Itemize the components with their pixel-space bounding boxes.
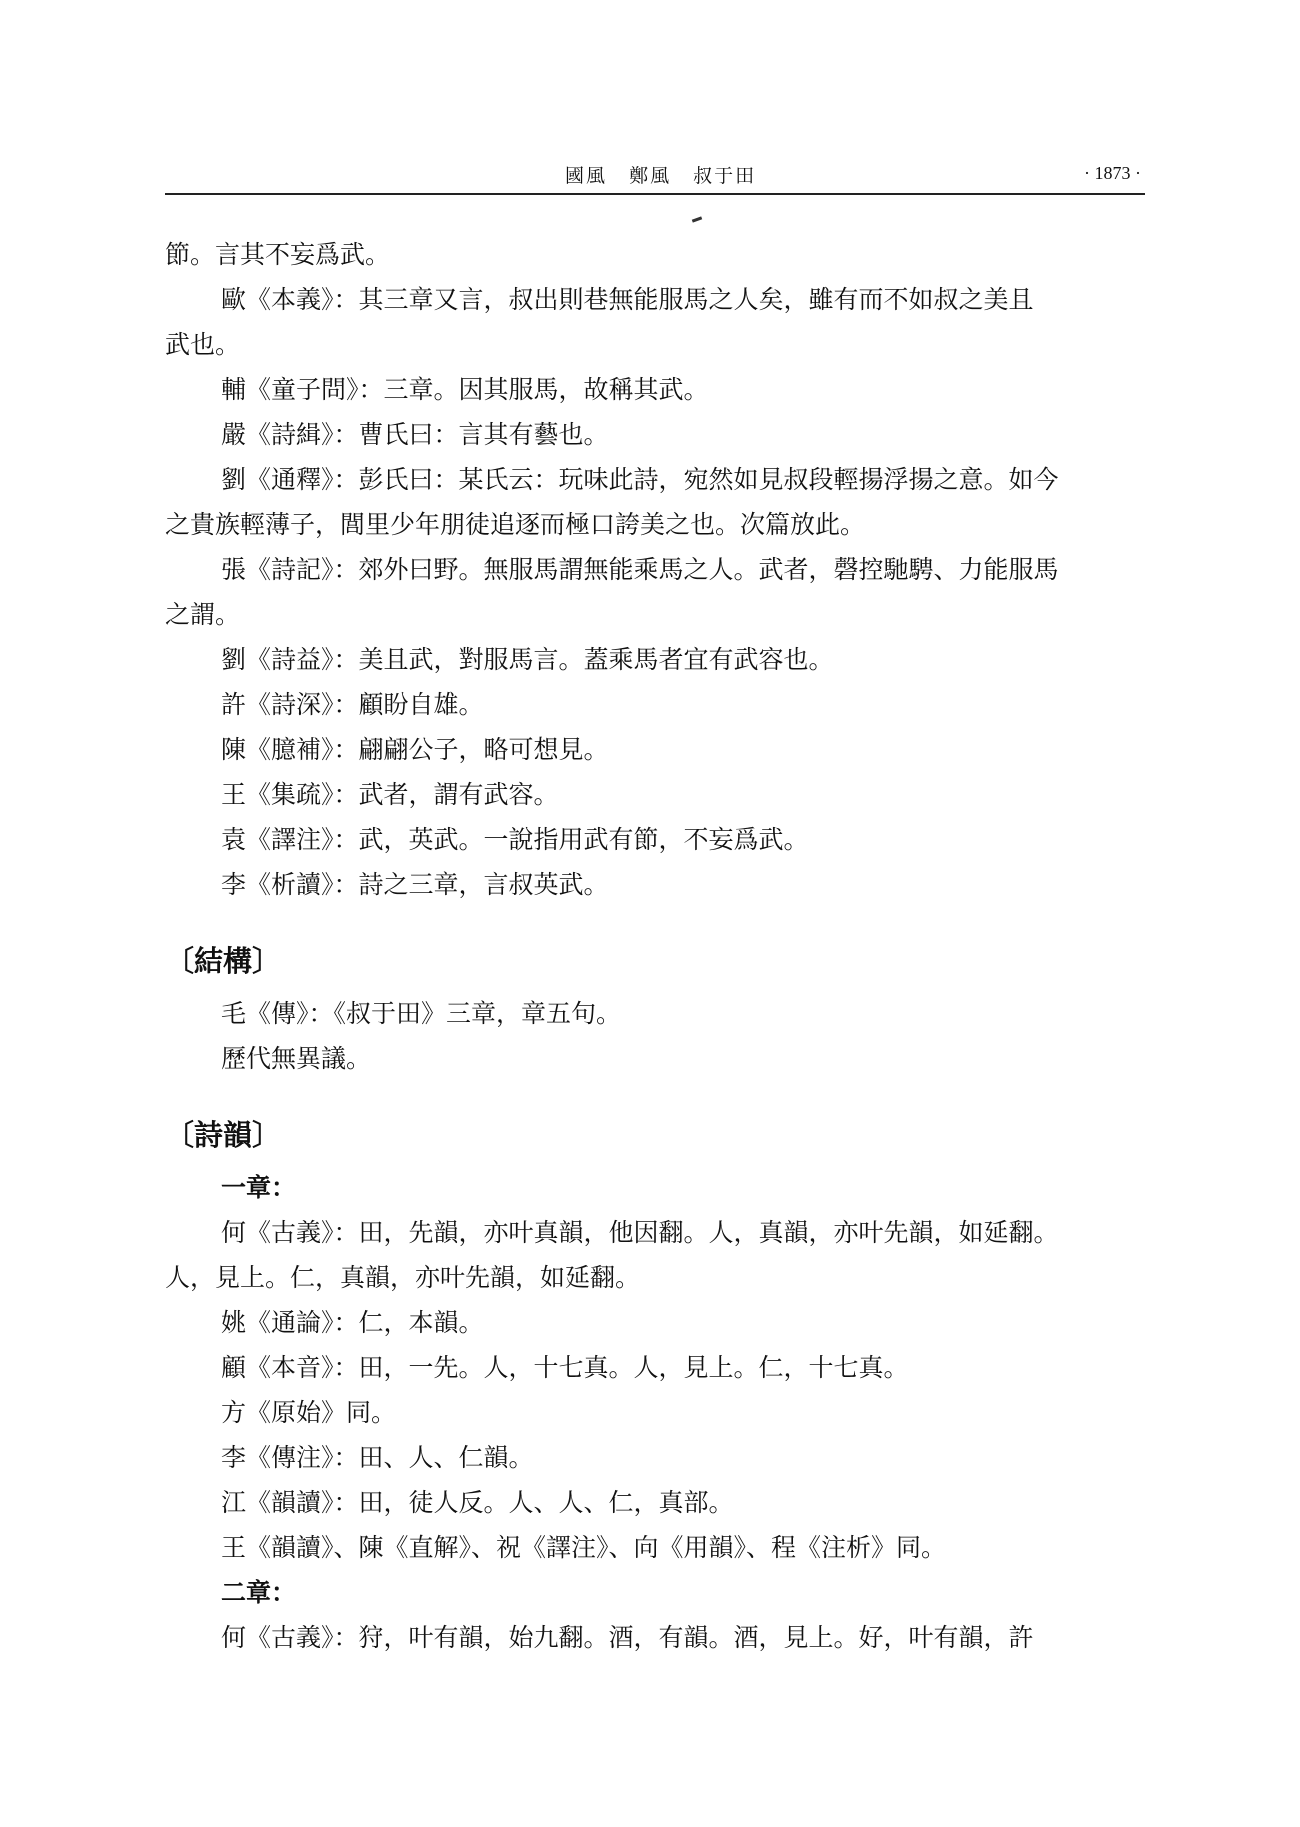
- text-line: 江《韻讀》：田，徒人反。人、人、仁，真部。: [221, 1488, 734, 1517]
- text-line: 李《析讀》：詩之三章，言叔英武。: [221, 870, 609, 899]
- text-line: 嚴《詩緝》：曹氏曰：言其有藝也。: [221, 420, 609, 449]
- text-line: 方《原始》同。: [221, 1398, 397, 1427]
- text-line: 毛《傳》：《叔于田》三章，章五句。: [221, 999, 622, 1028]
- running-title-part: 鄭風: [629, 165, 672, 187]
- text-line: 節。言其不妄爲武。: [165, 240, 391, 269]
- text-line: 之貴族輕薄子，閭里少年朋徒追逐而極口誇美之也。次篇放此。: [165, 510, 866, 539]
- commentary-block: [165, 232, 1145, 907]
- page-number: · 1873 ·: [1084, 163, 1141, 183]
- text-line: 李《傳注》：田、人、仁韻。: [221, 1443, 534, 1472]
- text-line: 張《詩記》：郊外曰野。無服馬謂無能乘馬之人。武者，磬控馳騁、力能服馬: [221, 555, 1059, 584]
- text-line: 武也。: [165, 330, 241, 359]
- text-line: 何《古義》：狩，叶有韻，始九翻。酒，有韻。酒，見上。好，叶有韻，許: [221, 1623, 1034, 1652]
- running-title-part: 叔于田: [693, 165, 757, 187]
- text-line: 輔《童子問》：三章。因其服馬，故稱其武。: [221, 375, 709, 404]
- text-line: 歷代無異議。: [221, 1044, 372, 1073]
- text-line: 歐《本義》：其三章又言，叔出則巷無能服馬之人矣，雖有而不如叔之美且: [221, 285, 1034, 314]
- section-heading-structure: 〔結構〕: [165, 944, 282, 978]
- running-header: [165, 155, 1145, 195]
- text-line: 之謂。: [165, 600, 241, 629]
- text-line: 劉《詩益》：美且武，對服馬言。蓋乘馬者宜有武容也。: [221, 645, 834, 674]
- running-title-part: 國風: [565, 165, 608, 187]
- text-line: 顧《本音》：田，一先。人，十七真。人，見上。仁，十七真。: [221, 1353, 909, 1382]
- stray-mark: [692, 216, 702, 222]
- text-line: 人，見上。仁，真韻，亦叶先韻，如延翻。: [165, 1263, 641, 1292]
- text-line: 袁《譯注》：武，英武。一說指用武有節，不妄爲武。: [221, 825, 809, 854]
- running-title: [565, 161, 770, 188]
- text-line: 陳《臆補》：翩翩公子，略可想見。: [221, 735, 609, 764]
- subsection-label: 二章：: [221, 1578, 297, 1607]
- rhyme-block: [165, 1165, 1145, 1660]
- text-line: 王《集疏》：武者，謂有武容。: [221, 780, 559, 809]
- text-line: 何《古義》：田，先韻，亦叶真韻，他因翻。人，真韻，亦叶先韻，如延翻。: [221, 1218, 1059, 1247]
- structure-block: [165, 991, 1145, 1081]
- section-heading-rhyme: 〔詩韻〕: [165, 1118, 282, 1152]
- subsection-label: 一章：: [221, 1173, 297, 1202]
- text-line: 姚《通論》：仁，本韻。: [221, 1308, 484, 1337]
- text-line: 王《韻讀》、陳《直解》、祝《譯注》、向《用韻》、程《注析》同。: [221, 1533, 947, 1562]
- main-text: [165, 232, 1145, 1660]
- text-line: 劉《通釋》：彭氏曰：某氏云：玩味此詩，宛然如見叔段輕揚浮揚之意。如今: [221, 465, 1059, 494]
- text-line: 許《詩深》：顧盼自雄。: [221, 690, 484, 719]
